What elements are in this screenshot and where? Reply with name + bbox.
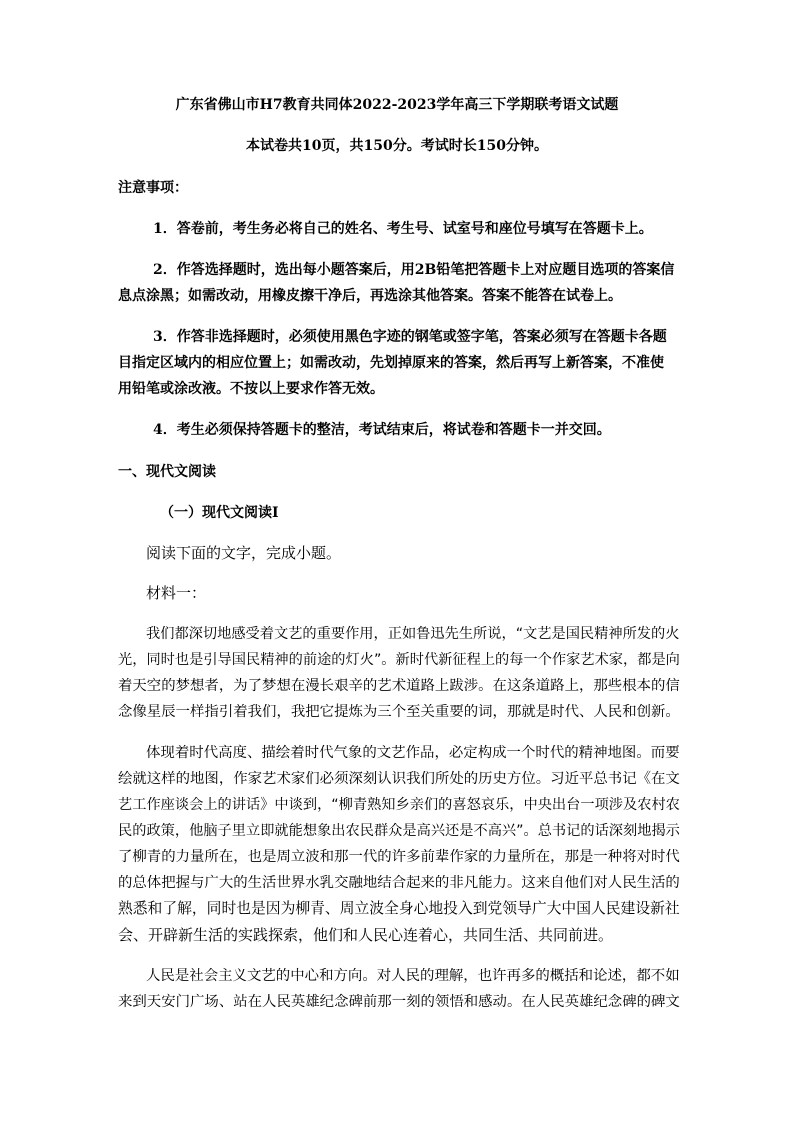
notice-item-2-line-2: 息点涂黑；如需改动，用橡皮擦干净后，再选涂其他答案。答案不能答在试卷上。	[118, 288, 622, 304]
paragraph-2-line-3: 艺工作座谈会上的讲话》中谈到，“柳青熟知乡亲们的喜怒哀乐，中央出台一项涉及农村农	[118, 797, 680, 813]
paragraph-1-line-3: 着天空的梦想者，为了梦想在漫长艰辛的艺术道路上跋涉。在这条道路上，那些根本的信	[118, 678, 680, 694]
paragraph-1-line-4: 念像星辰一样指引着我们，我把它提炼为三个至关重要的词，那就是时代、人民和创新。	[118, 704, 680, 720]
section-subheading: （一）现代文阅读Ⅰ	[160, 505, 279, 521]
notice-item-4: 4．考生必须保持答题卡的整洁，考试结束后，将试卷和答题卡一并交回。	[153, 422, 611, 438]
paragraph-3-line-1: 人民是社会主义文艺的中心和方向。对人民的理解，也许再多的概括和论述，都不如	[146, 968, 680, 984]
paragraph-3-line-2: 来到天安门广场、站在人民英雄纪念碑前那一刻的领悟和感动。在人民英雄纪念碑的碑文	[118, 994, 680, 1010]
notice-item-2-line-1: 2．作答选择题时，选出每小题答案后，用2B铅笔把答题卡上对应题目选项的答案信	[153, 262, 675, 278]
section-heading: 一、现代文阅读	[118, 464, 216, 480]
notice-item-3-line-2: 目指定区域内的相应位置上；如需改动，先划掉原来的答案，然后再写上新答案，不准使	[118, 355, 664, 371]
material-label: 材料一：	[146, 584, 207, 602]
notice-item-1: 1．答卷前，考生务必将自己的姓名、考生号、试室号和座位号填写在答题卡上。	[153, 221, 653, 237]
exam-title: 广东省佛山市H7教育共同体2022-2023学年高三下学期联考语文试题	[175, 97, 619, 113]
notice-item-3-line-1: 3．作答非选择题时，必须使用黑色字迹的钢笔或签字笔，答案必须写在答题卡各题	[153, 329, 667, 345]
notice-item-3-line-3: 用铅笔或涂改液。不按以上要求作答无效。	[118, 381, 384, 397]
paragraph-2-line-1: 体现着时代高度、描绘着时代气象的文艺作品，必定构成一个时代的精神地图。而要	[146, 745, 680, 761]
exam-subtitle: 本试卷共10页，共150分。考试时长150分钟。	[246, 138, 548, 154]
paragraph-2-line-2: 绘就这样的地图，作家艺术家们必须深刻认识我们所处的历史方位。习近平总书记《在文	[118, 771, 680, 787]
paragraph-2-line-5: 了柳青的力量所在，也是周立波和那一代的许多前辈作家的力量所在，那是一种将对时代	[118, 849, 680, 865]
notice-heading: 注意事项：	[118, 180, 188, 196]
paragraph-1-line-2: 光，同时也是引导国民精神的前途的灯火”。新时代新征程上的每一个作家艺术家，都是向	[118, 652, 680, 668]
paragraph-2-line-6: 的总体把握与广大的生活世界水乳交融地结合起来的非凡能力。这来自他们对人民生活的	[118, 875, 680, 891]
paragraph-2-line-7: 熟悉和了解，同时也是因为柳青、周立波全身心地投入到党领导广大中国人民建设新社	[118, 900, 680, 917]
paragraph-1-line-1: 我们都深切地感受着文艺的重要作用，正如鲁迅先生所说，“文艺是国民精神所发的火	[146, 626, 680, 642]
paragraph-2-line-4: 民的政策，他脑子里立即就能想象出农民群众是高兴还是不高兴”。总书记的话深刻地揭示	[118, 823, 680, 839]
instruction-text: 阅读下面的文字，完成小题。	[146, 544, 342, 562]
paragraph-2-line-8: 会、开辟新生活的实践探索，他们和人民心连着心，共同生活、共同前进。	[118, 926, 614, 944]
